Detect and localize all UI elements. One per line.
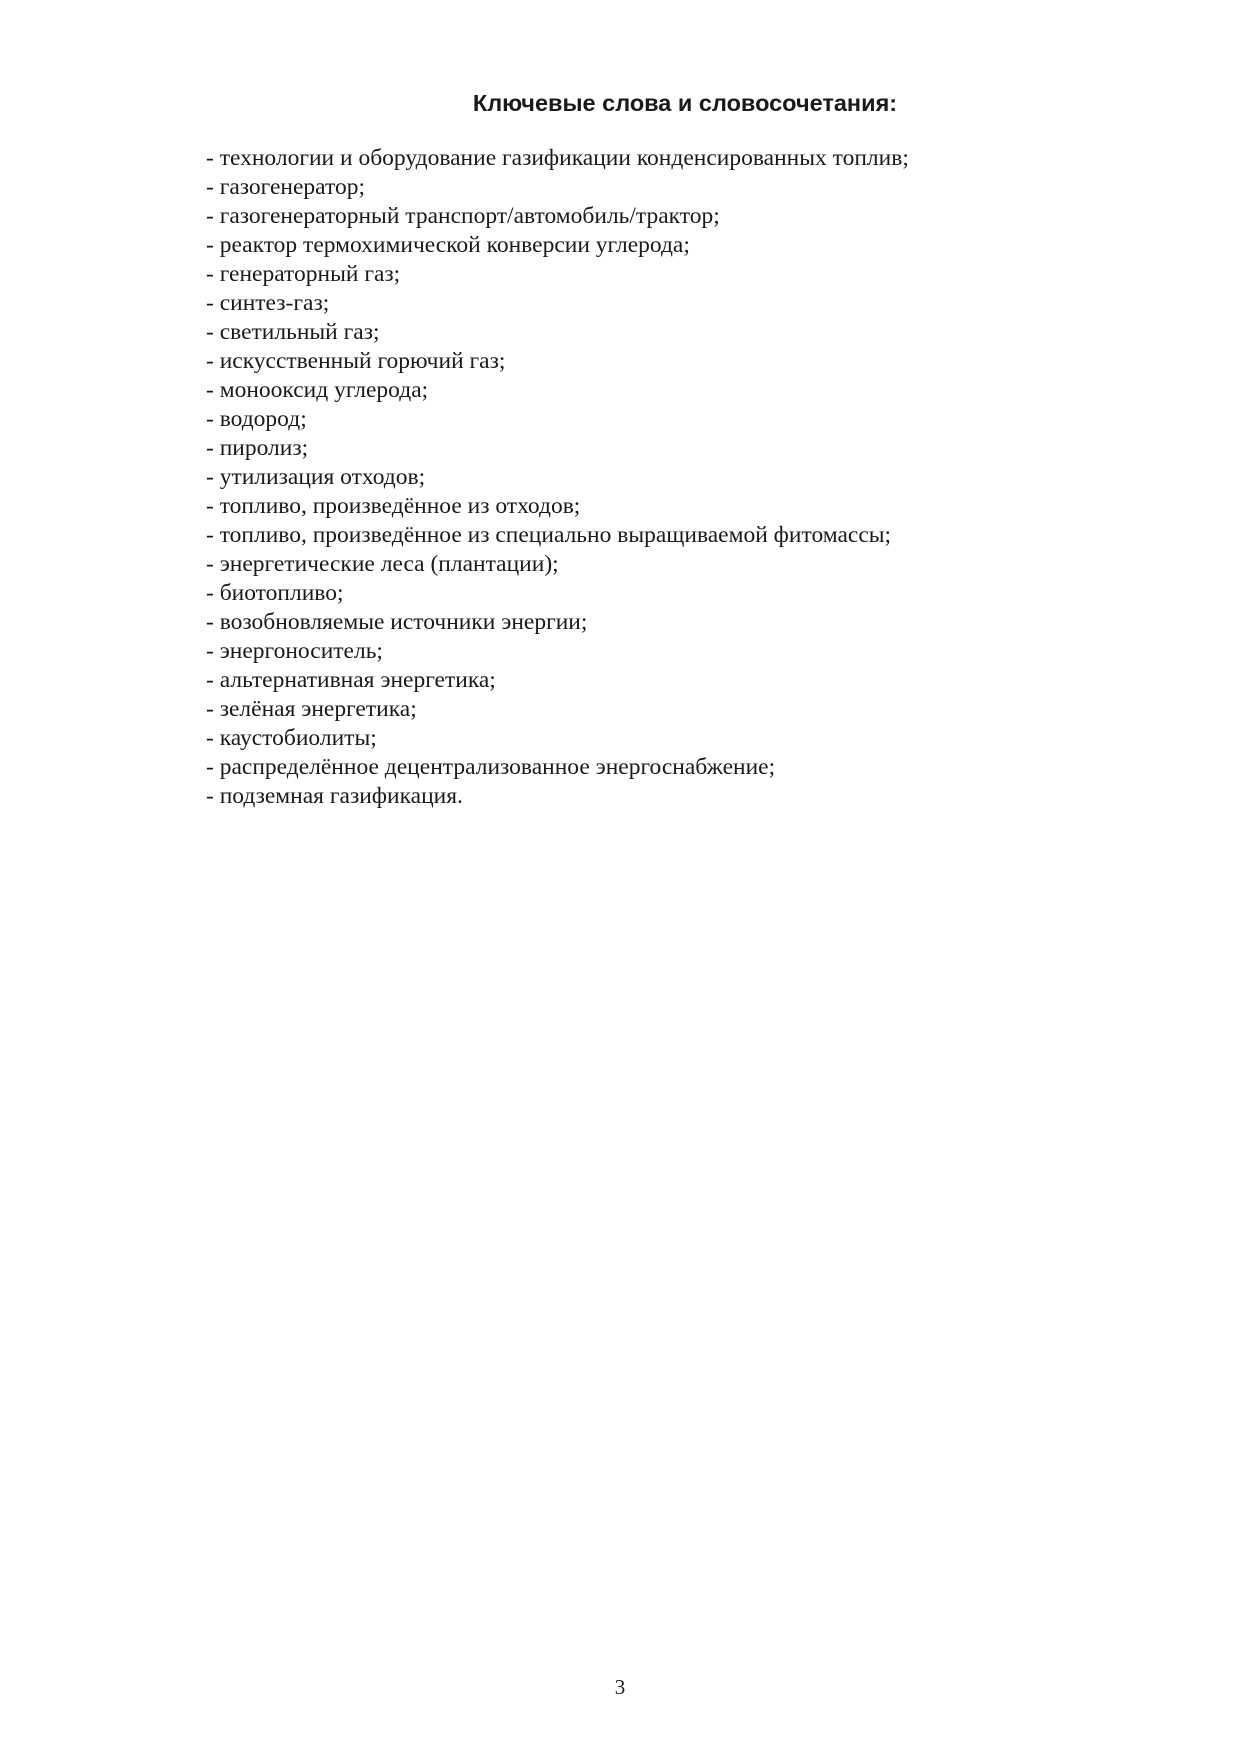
keyword-item: - искусственный горючий газ; — [206, 347, 909, 376]
keyword-item: - синтез-газ; — [206, 289, 909, 318]
keyword-item: - утилизация отходов; — [206, 463, 909, 492]
keyword-item: - топливо, произведённое из отходов; — [206, 492, 909, 521]
keyword-item: - альтернативная энергетика; — [206, 666, 909, 695]
keyword-list — [206, 144, 909, 811]
keyword-item: - генераторный газ; — [206, 260, 909, 289]
keyword-item: - подземная газификация. — [206, 782, 909, 811]
keyword-item: - газогенераторный транспорт/автомобиль/трактор; — [206, 202, 909, 231]
keyword-item: - светильный газ; — [206, 318, 909, 347]
keyword-item: - возобновляемые источники энергии; — [206, 608, 909, 637]
keyword-item: - газогенератор; — [206, 173, 909, 202]
keyword-item: - зелёная энергетика; — [206, 695, 909, 724]
page-heading: Ключевые слова и словосочетания: — [472, 90, 898, 116]
keyword-item: - монооксид углерода; — [206, 376, 909, 405]
keyword-item: - технологии и оборудование газификации конденсированных топлив; — [206, 144, 909, 173]
keyword-item: - водород; — [206, 405, 909, 434]
page-number: 3 — [614, 1675, 626, 1699]
keyword-item: - реактор термохимической конверсии углерода; — [206, 231, 909, 260]
keyword-item: - каустобиолиты; — [206, 724, 909, 753]
keyword-item: - распределённое децентрализованное энергоснабжение; — [206, 753, 909, 782]
keyword-item: - пиролиз; — [206, 434, 909, 463]
keyword-item: - энергетические леса (плантации); — [206, 550, 909, 579]
keyword-item: - топливо, произведённое из специально выращиваемой фитомассы; — [206, 521, 909, 550]
keyword-item: - энергоноситель; — [206, 637, 909, 666]
keyword-item: - биотопливо; — [206, 579, 909, 608]
